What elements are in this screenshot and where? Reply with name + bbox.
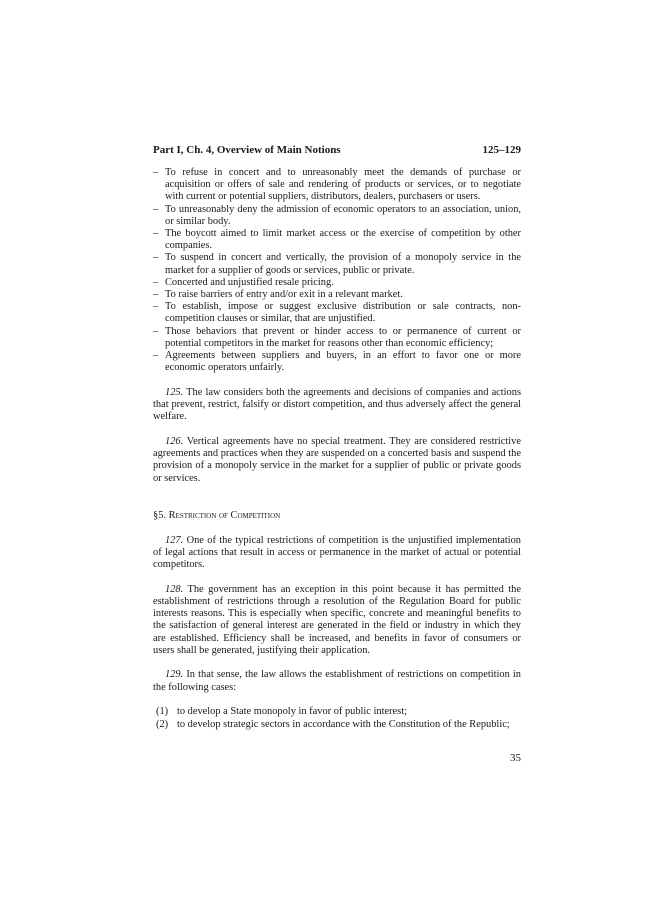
- item-label: (1): [156, 706, 169, 718]
- paragraph-129: [153, 669, 521, 693]
- list-item: – To establish, impose or suggest exclusive distribution or sale contracts, non-competition clauses or similar, that are unjustified.: [153, 301, 521, 325]
- item-text: to develop strategic sectors in accordance with the Constitution of the Republic;: [177, 718, 510, 730]
- paragraph-126: [153, 436, 521, 485]
- paragraph-number: 128.: [165, 583, 184, 595]
- list-item: – To unreasonably deny the admission of economic operators to an association, union, or similar body.: [153, 204, 521, 228]
- paragraph-125: [153, 387, 521, 424]
- section-heading: [153, 510, 521, 522]
- list-item: – To refuse in concert and to unreasonably meet the demands of purchase or acquisition or offers of sale and rendering of products or services, or to negotiate with current or potential suppliers, distributors, dealers, purchasers or users.: [153, 167, 521, 204]
- list-item: – The boycott aimed to limit market access or the exercise of competition by other companies.: [153, 228, 521, 252]
- paragraph-text: The government has an exception in this point because it has permitted the establishment of restrictions through a resolution of the Regulation Board for public interests reasons. This is especially when specific, concrete and meaningful benefits to the satisfaction of general interest are generated in the field or industry in which they are established. Efficiency shall be increased, and benefits in favor of consumers or users shall be generated, justifying their application.: [153, 583, 521, 656]
- list-item: – To suspend in concert and vertically, the provision of a monopoly service in the market for a supplier of goods or services, public or private.: [153, 252, 521, 276]
- list-item: [153, 719, 521, 731]
- list-item: – Concerted and unjustified resale pricing.: [153, 277, 521, 289]
- paragraph-text: Vertical agreements have no special treatment. They are considered restrictive agreements and practices when they are suspended on a concerted basis and suspend the provision of a monopoly service in the market for a supplier of public or private goods or services.: [153, 436, 521, 484]
- item-label: (2): [156, 718, 169, 730]
- paragraph-range: 125–129: [482, 144, 521, 156]
- paragraph-128: [153, 584, 521, 657]
- paragraph-number: 125.: [165, 386, 184, 398]
- list-item: – Agreements between suppliers and buyers, in an effort to favor one or more economic operators unfairly.: [153, 350, 521, 374]
- section-number: §5.: [153, 509, 166, 521]
- paragraph-text: The law considers both the agreements and decisions of companies and actions that prevent, restrict, falsify or distort competition, and thus adversely affect the general welfare.: [153, 386, 521, 423]
- list-item: – Those behaviors that prevent or hinder access to or permanence of current or potential competitors in the market for reasons other than economic efficiency;: [153, 326, 521, 350]
- paragraph-number: 127.: [165, 534, 184, 546]
- restrictive-practices-list: [153, 167, 521, 374]
- paragraph-text: One of the typical restrictions of competition is the unjustified implementation of legal actions that result in access or permanence in the market of actual or potential competitors.: [153, 534, 521, 570]
- paragraph-number: 126.: [165, 436, 184, 448]
- page-number: 35: [510, 752, 521, 764]
- paragraph-127: [153, 535, 521, 572]
- running-header: [153, 144, 521, 157]
- section-title: Restriction of Competition: [168, 509, 281, 521]
- list-item: – To raise barriers of entry and/or exit in a relevant market.: [153, 289, 521, 301]
- restriction-cases-list: [153, 706, 521, 730]
- paragraph-text: In that sense, the law allows the establishment of restrictions on competition in the following cases:: [153, 669, 521, 693]
- list-item: [153, 706, 521, 718]
- item-text: to develop a State monopoly in favor of public interest;: [177, 706, 407, 718]
- paragraph-number: 129.: [165, 669, 184, 681]
- chapter-title: Part I, Ch. 4, Overview of Main Notions: [153, 144, 341, 156]
- page-body: [153, 144, 521, 731]
